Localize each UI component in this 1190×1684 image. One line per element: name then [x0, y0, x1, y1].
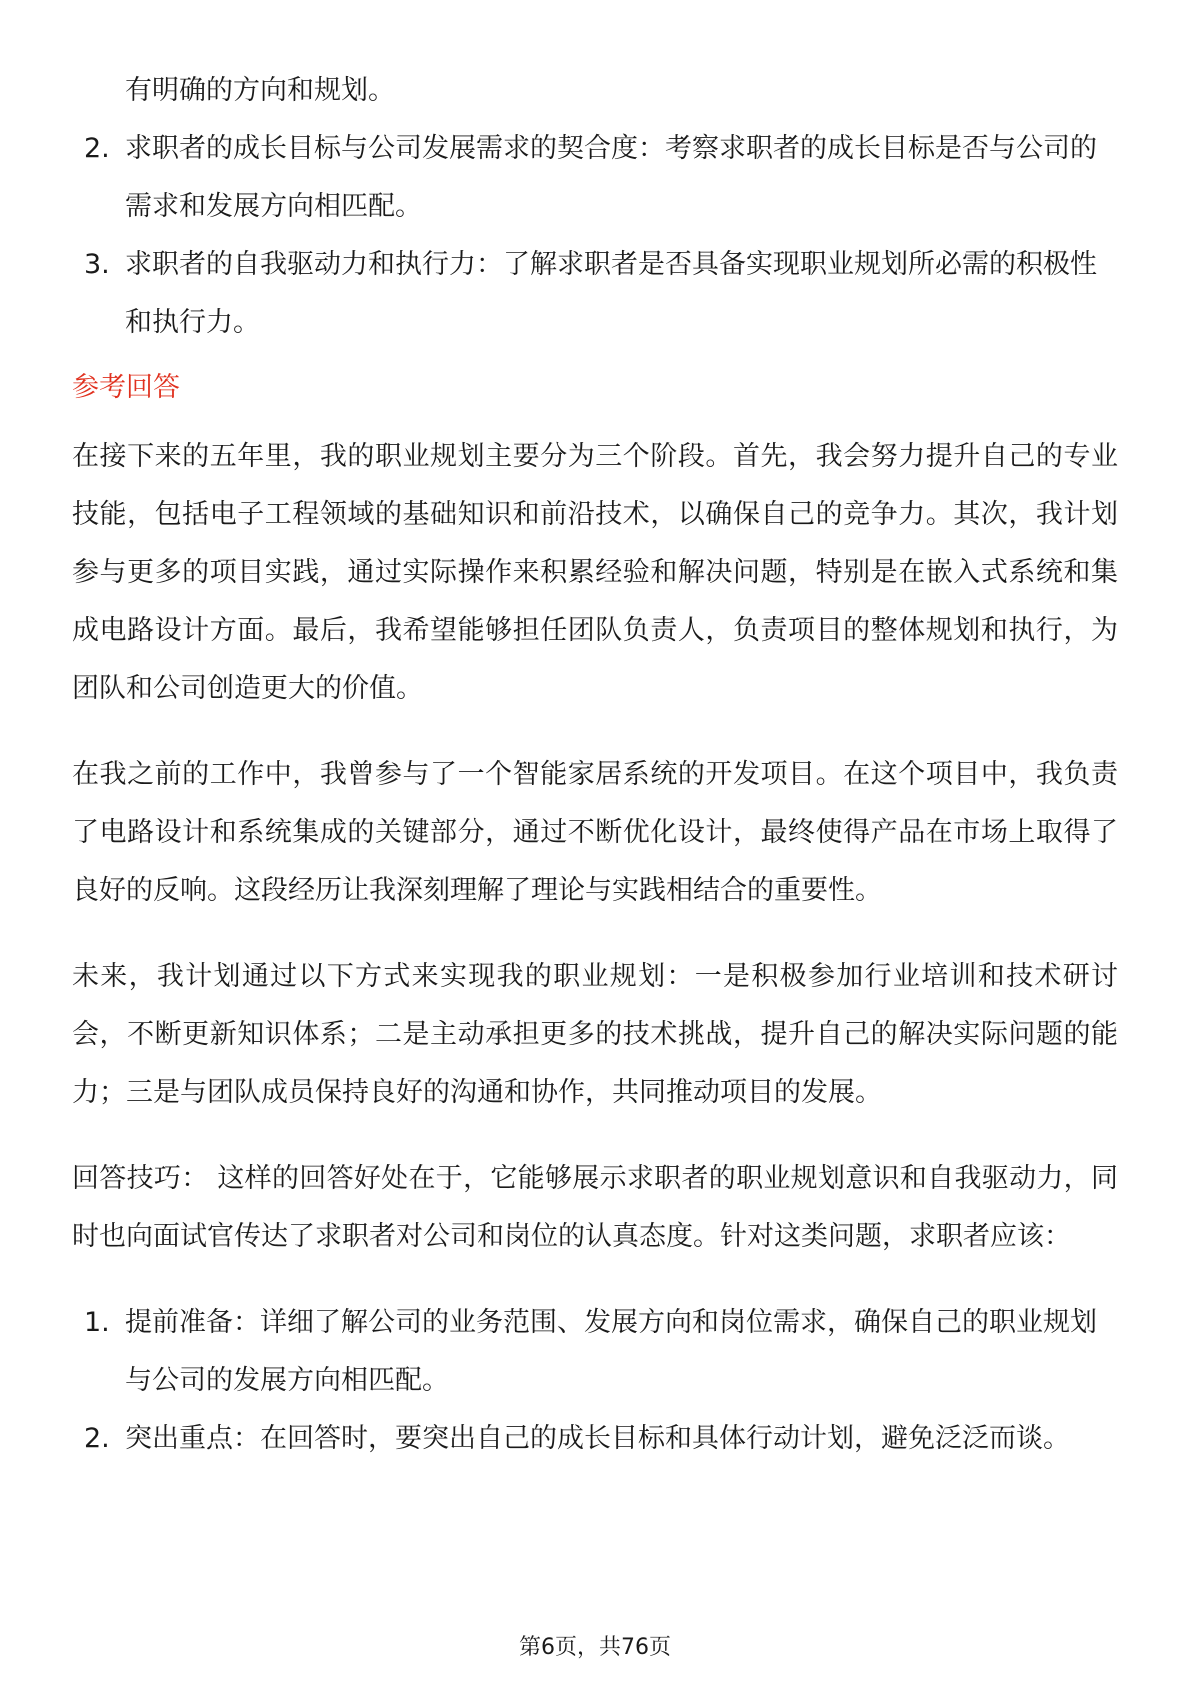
criteria-list	[72, 120, 1118, 352]
page-footer: 第6页，共76页	[519, 1635, 671, 1660]
list-number: 2.	[84, 1423, 110, 1454]
list-item-text: 突出重点：在回答时，要突出自己的成长目标和具体行动计划，避免泛泛而谈。	[125, 1423, 1070, 1454]
answer-paragraph-2: 在我之前的工作中，我曾参与了一个智能家居系统的开发项目。在这个项目中，我负责了电路设计和系统集成的关键部分，通过不断优化设计，最终使得产品在市场上取得了良好的反响。这段经历让我深刻理解了理论与实践相结合的重要性。	[72, 759, 1118, 906]
list-number: 2.	[84, 133, 110, 164]
list-number: 1.	[84, 1307, 110, 1338]
tips-list	[72, 1294, 1118, 1468]
list-number: 3.	[84, 249, 110, 280]
list-item-text: 求职者的成长目标与公司发展需求的契合度：考察求职者的成长目标是否与公司的需求和发展方向相匹配。	[125, 133, 1097, 222]
list-item	[72, 1294, 1118, 1410]
list-item	[72, 120, 1118, 236]
list-item-text: 求职者的自我驱动力和执行力：了解求职者是否具备实现职业规划所必需的积极性和执行力。	[125, 249, 1097, 338]
list-item	[72, 1410, 1118, 1468]
list-item-text: 提前准备：详细了解公司的业务范围、发展方向和岗位需求，确保自己的职业规划与公司的发展方向相匹配。	[125, 1307, 1097, 1396]
answer-paragraph-1: 在接下来的五年里，我的职业规划主要分为三个阶段。首先，我会努力提升自己的专业技能，包括电子工程领域的基础知识和前沿技术，以确保自己的竞争力。其次，我计划参与更多的项目实践，通过实际操作来积累经验和解决问题，特别是在嵌入式系统和集成电路设计方面。最后，我希望能够担任团队负责人，负责项目的整体规划和执行，为团队和公司创造更大的价值。	[72, 441, 1118, 704]
document-page	[72, 62, 1118, 1468]
answer-tips-intro: 回答技巧： 这样的回答好处在于，它能够展示求职者的职业规划意识和自我驱动力，同时也向面试官传达了求职者对公司和岗位的认真态度。针对这类问题，求职者应该：	[72, 1163, 1118, 1252]
section-title: 参考回答	[72, 372, 180, 403]
list-item	[72, 236, 1118, 352]
list-continuation: 有明确的方向和规划。	[125, 75, 395, 106]
answer-paragraph-3: 未来，我计划通过以下方式来实现我的职业规划：一是积极参加行业培训和技术研讨会，不断更新知识体系；二是主动承担更多的技术挑战，提升自己的解决实际问题的能力；三是与团队成员保持良好的沟通和协作，共同推动项目的发展。	[72, 961, 1118, 1108]
